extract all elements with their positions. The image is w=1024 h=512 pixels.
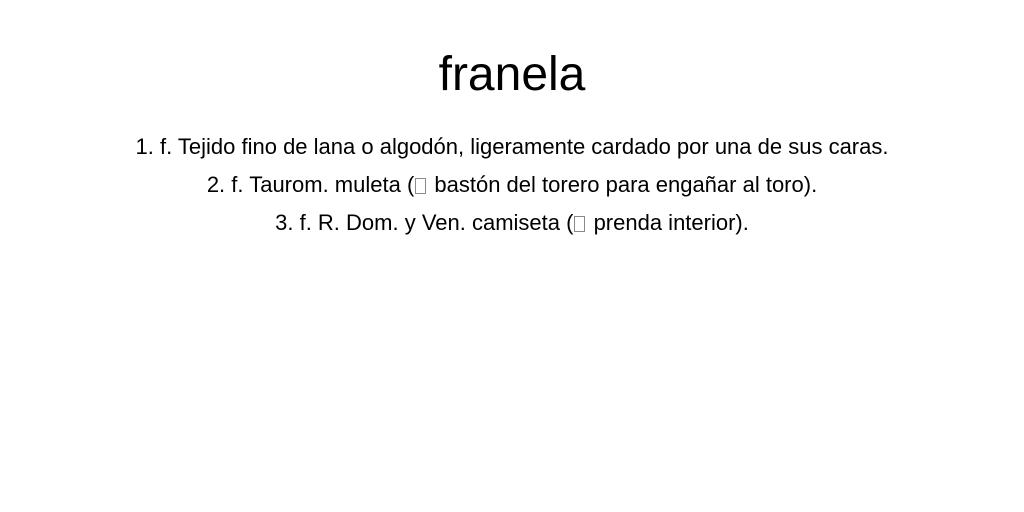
definition-3-text-after: prenda interior). bbox=[587, 210, 749, 235]
definition-1 bbox=[0, 128, 1024, 166]
definition-3-text-before: 3. f. R. Dom. y Ven. camiseta ( bbox=[275, 210, 574, 235]
definition-2 bbox=[0, 166, 1024, 204]
definition-2-text-before: 2. f. Taurom. muleta ( bbox=[206, 172, 415, 197]
headword: franela bbox=[438, 48, 586, 101]
definition-1-text: 1. f. Tejido fino de lana o algodón, ligeramente cardado por una de sus caras. bbox=[135, 134, 889, 159]
missing-glyph-icon bbox=[415, 178, 426, 194]
definition-2-text-after: bastón del torero para engañar al toro). bbox=[428, 172, 818, 197]
missing-glyph-icon bbox=[574, 216, 585, 232]
definition-3 bbox=[0, 204, 1024, 242]
definition-list bbox=[0, 128, 1024, 242]
